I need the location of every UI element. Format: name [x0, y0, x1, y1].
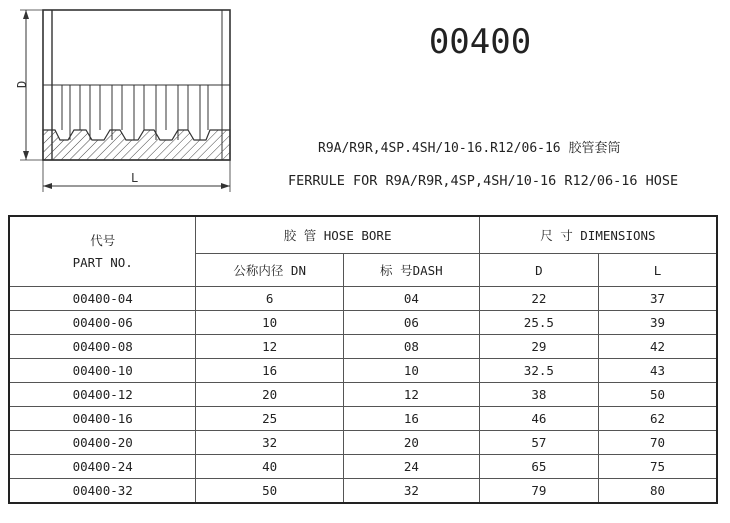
cell-part: 00400-32	[9, 479, 196, 504]
cell-dn: 10	[196, 311, 344, 335]
cell-l: 43	[598, 359, 717, 383]
cell-dn: 25	[196, 407, 344, 431]
cell-l: 70	[598, 431, 717, 455]
cell-d: 22	[479, 287, 598, 311]
cell-dn: 50	[196, 479, 344, 504]
cell-l: 50	[598, 383, 717, 407]
cell-part: 00400-20	[9, 431, 196, 455]
cell-dash: 10	[343, 359, 479, 383]
cell-d: 79	[479, 479, 598, 504]
cell-part: 00400-16	[9, 407, 196, 431]
cell-dash: 20	[343, 431, 479, 455]
cell-d: 29	[479, 335, 598, 359]
cell-d: 25.5	[479, 311, 598, 335]
cell-d: 57	[479, 431, 598, 455]
description-cn: R9A/R9R,4SP.4SH/10-16.R12/06-16 胶管套筒	[318, 141, 621, 156]
header-dimensions: 尺 寸 DIMENSIONS	[479, 216, 717, 254]
table-row	[9, 455, 717, 479]
cell-d: 65	[479, 455, 598, 479]
cell-d: 46	[479, 407, 598, 431]
cell-dash: 08	[343, 335, 479, 359]
cell-part: 00400-06	[9, 311, 196, 335]
table-row	[9, 383, 717, 407]
table-row	[9, 311, 717, 335]
cell-dn: 40	[196, 455, 344, 479]
cell-dash: 06	[343, 311, 479, 335]
dim-d-label: D	[15, 80, 29, 88]
cell-d: 32.5	[479, 359, 598, 383]
cell-dash: 16	[343, 407, 479, 431]
table-row	[9, 407, 717, 431]
part-code-title: 00400	[428, 22, 532, 62]
dim-l-label: L	[131, 171, 139, 185]
header-hose-bore: 胶 管 HOSE BORE	[196, 216, 479, 254]
cell-dn: 20	[196, 383, 344, 407]
spec-table	[8, 215, 718, 504]
header-part-no-cn: 代号	[90, 232, 116, 248]
cell-d: 38	[479, 383, 598, 407]
cell-dash: 24	[343, 455, 479, 479]
table-row	[9, 479, 717, 504]
ferrule-section-hatch	[43, 130, 230, 160]
cell-l: 80	[598, 479, 717, 504]
header-d: D	[479, 254, 598, 287]
header-part-no-en: PART NO.	[72, 254, 133, 270]
header-part-no	[9, 216, 196, 287]
cell-dn: 12	[196, 335, 344, 359]
table-row	[9, 359, 717, 383]
cell-dn: 32	[196, 431, 344, 455]
cell-dash: 12	[343, 383, 479, 407]
cell-part: 00400-08	[9, 335, 196, 359]
cell-l: 37	[598, 287, 717, 311]
cell-dn: 6	[196, 287, 344, 311]
header-dn: 公称内径 DN	[196, 254, 344, 287]
cell-l: 39	[598, 311, 717, 335]
ferrule-drawing	[0, 0, 240, 205]
cell-dash: 32	[343, 479, 479, 504]
table-row	[9, 431, 717, 455]
cell-l: 42	[598, 335, 717, 359]
cell-part: 00400-12	[9, 383, 196, 407]
header-dash: 标 号DASH	[343, 254, 479, 287]
cell-l: 62	[598, 407, 717, 431]
cell-l: 75	[598, 455, 717, 479]
table-row	[9, 287, 717, 311]
header-l: L	[598, 254, 717, 287]
cell-part: 00400-04	[9, 287, 196, 311]
cell-part: 00400-10	[9, 359, 196, 383]
description-en: FERRULE FOR R9A/R9R,4SP,4SH/10-16 R12/06-16 HOSE	[288, 173, 679, 189]
table-row	[9, 335, 717, 359]
cell-dash: 04	[343, 287, 479, 311]
cell-part: 00400-24	[9, 455, 196, 479]
cell-dn: 16	[196, 359, 344, 383]
